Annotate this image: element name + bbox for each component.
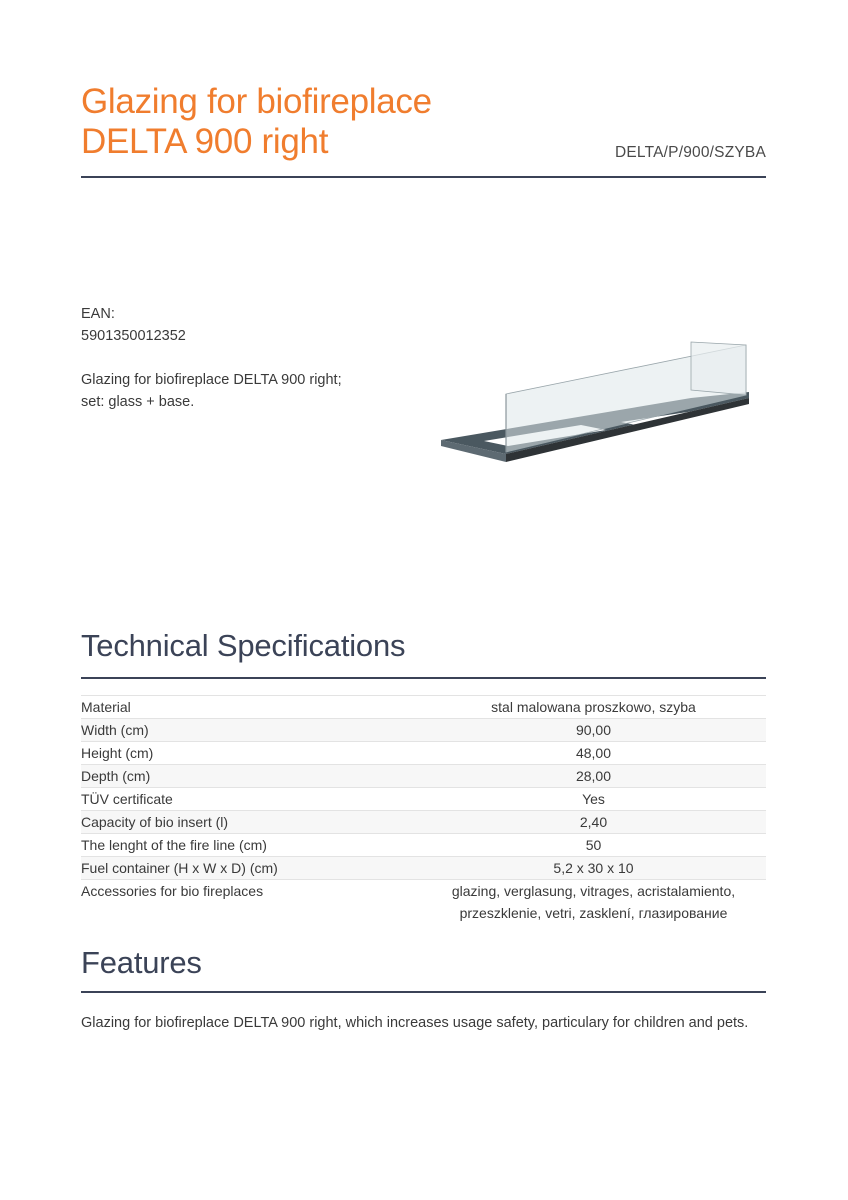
product-title-line2: DELTA 900 right [81, 122, 329, 161]
spec-row [81, 788, 766, 811]
spec-label: Capacity of bio insert (l) [81, 811, 421, 834]
ean-label: EAN: [81, 306, 115, 322]
spec-value-line: przeszklenie, vetri, zasklení, глазирование [459, 905, 728, 921]
header-divider [81, 176, 766, 178]
spec-value: stal malowana proszkowo, szyba [421, 696, 766, 719]
spec-label: Material [81, 696, 421, 719]
spec-value-line: glazing, verglasung, vitrages, acristalamiento, [451, 883, 736, 899]
spec-value: 50 [421, 834, 766, 857]
specs-table [81, 695, 766, 924]
spec-row [81, 880, 766, 925]
spec-value: 5,2 x 30 x 10 [421, 857, 766, 880]
product-description-line2: set: glass + base. [81, 394, 195, 410]
spec-value: 48,00 [421, 742, 766, 765]
glass-panel-short [691, 342, 746, 395]
spec-label: Width (cm) [81, 719, 421, 742]
spec-value: 90,00 [421, 719, 766, 742]
spec-row [81, 834, 766, 857]
product-title-line1: Glazing for biofireplace [81, 82, 432, 121]
spec-label: TÜV certificate [81, 788, 421, 811]
product-image [436, 340, 756, 465]
spec-label: The lenght of the fire line (cm) [81, 834, 421, 857]
spec-row [81, 742, 766, 765]
features-divider [81, 991, 766, 993]
spec-row [81, 765, 766, 788]
spec-label: Height (cm) [81, 742, 421, 765]
product-intro [81, 303, 342, 413]
spec-row [81, 857, 766, 880]
spec-row [81, 811, 766, 834]
product-title [81, 82, 432, 162]
product-description-line1: Glazing for biofireplace DELTA 900 right; [81, 372, 342, 388]
spec-value: 2,40 [421, 811, 766, 834]
technical-specs-divider [81, 677, 766, 679]
spec-row [81, 719, 766, 742]
technical-specs-heading: Technical Specifications [81, 628, 406, 663]
spec-label: Depth (cm) [81, 765, 421, 788]
product-sku: DELTA/P/900/SZYBA [615, 144, 766, 161]
page-header [81, 80, 766, 180]
ean-value: 5901350012352 [81, 328, 186, 344]
spec-value [421, 880, 766, 925]
features-heading: Features [81, 945, 202, 980]
features-text: Glazing for biofireplace DELTA 900 right, which increases usage safety, particulary for children and pets. [81, 1015, 749, 1031]
spec-value: 28,00 [421, 765, 766, 788]
spec-row [81, 696, 766, 719]
spec-label: Accessories for bio fireplaces [81, 880, 421, 925]
spec-value: Yes [421, 788, 766, 811]
spec-label: Fuel container (H x W x D) (cm) [81, 857, 421, 880]
